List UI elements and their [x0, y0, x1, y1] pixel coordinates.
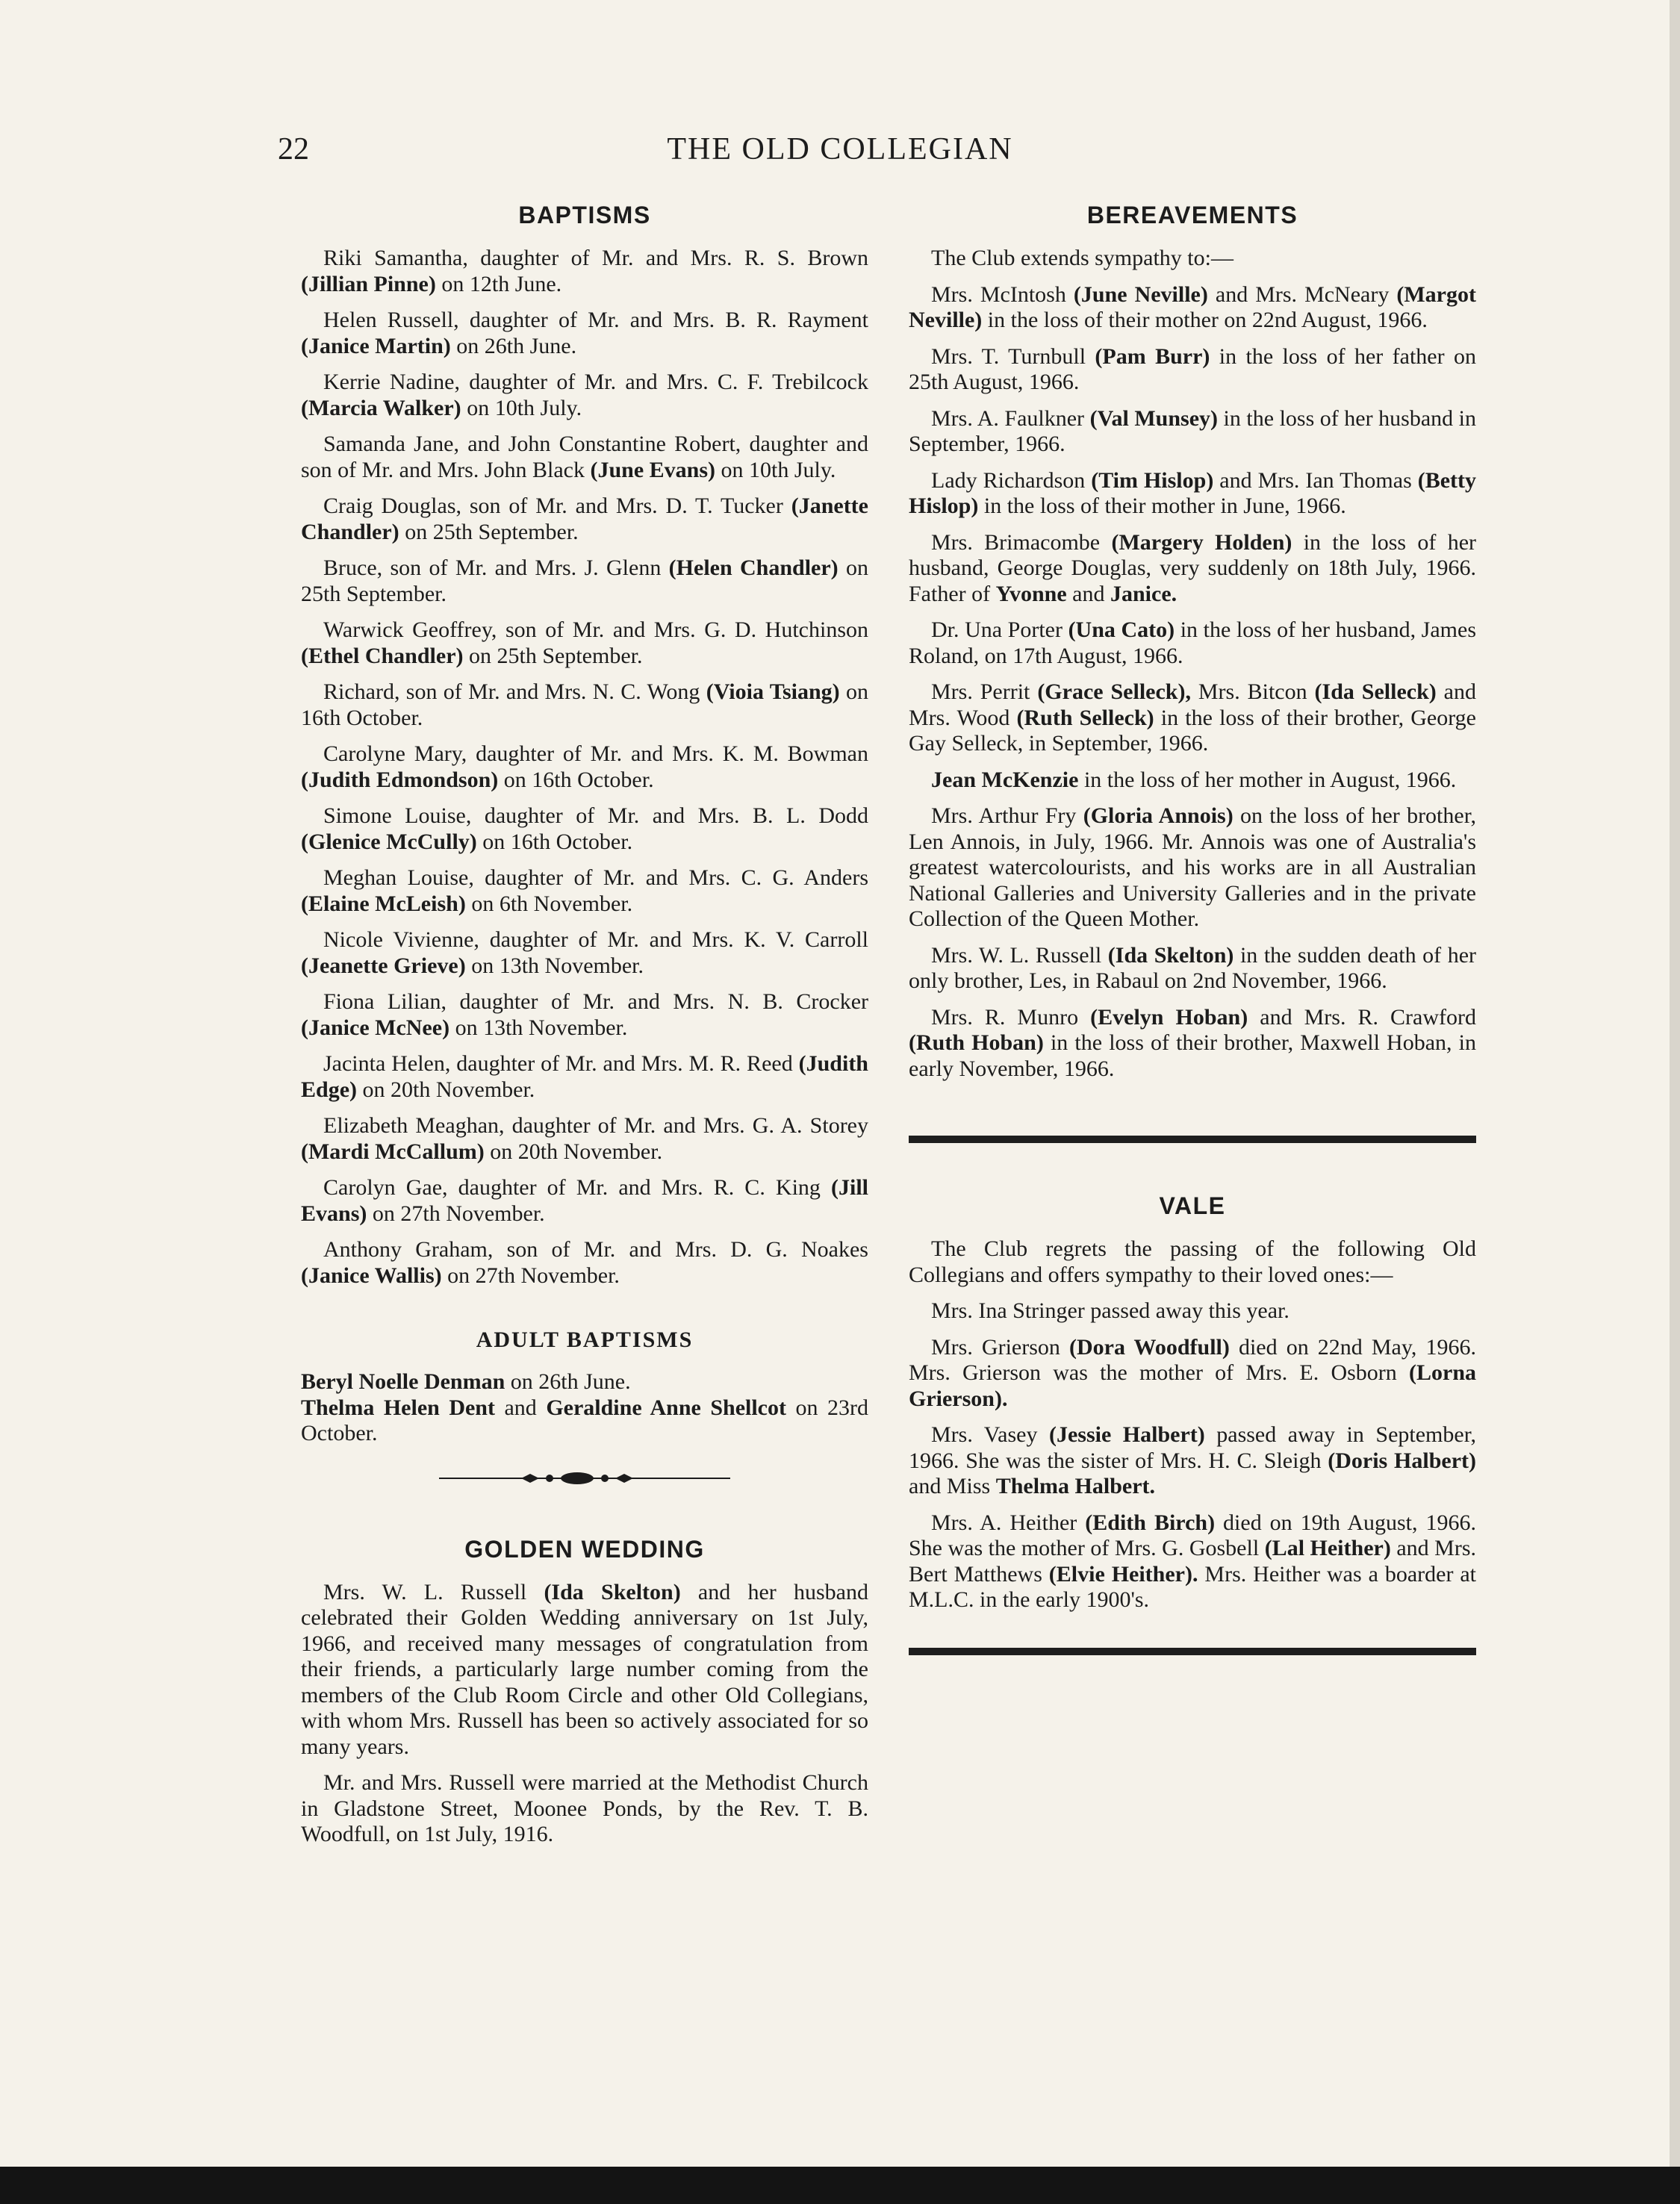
entry-paragraph: Richard, son of Mr. and Mrs. N. C. Wong (Vioia Tsiang) on 16th October.	[301, 679, 868, 730]
section-rule	[909, 1648, 1476, 1655]
entry-paragraph: Helen Russell, daughter of Mr. and Mrs. B. R. Rayment (Janice Martin) on 26th June.	[301, 308, 868, 358]
entry-paragraph: Dr. Una Porter (Una Cato) in the loss of her husband, James Roland, on 17th August, 1966.	[909, 617, 1476, 668]
running-title: THE OLD COLLEGIAN	[667, 132, 1013, 166]
scan-border	[0, 2167, 1680, 2204]
adult-baptism-entry: Thelma Helen Dent and Geraldine Anne Shellcot on 23rd October.	[301, 1395, 868, 1445]
baptisms-list	[301, 246, 868, 1289]
bereavements-intro: The Club extends sympathy to:—	[931, 246, 1233, 270]
entry-paragraph: Mrs. Grierson (Dora Woodfull) died on 22nd May, 1966. Mrs. Grierson was the mother of Mrs. E. Osborn (Lorna Grierson).	[909, 1334, 1476, 1411]
entry-paragraph: Mrs. W. L. Russell (Ida Skelton) in the sudden death of her only brother, Les, in Rabaul on 2nd November, 1966.	[909, 942, 1476, 993]
entry-paragraph: Bruce, son of Mr. and Mrs. J. Glenn (Helen Chandler) on 25th September.	[301, 555, 869, 606]
golden-wedding-heading: GOLDEN WEDDING	[464, 1535, 705, 1563]
entry-paragraph: Elizabeth Meaghan, daughter of Mr. and Mrs. G. A. Storey (Mardi McCallum) on 20th November.	[301, 1113, 868, 1164]
entry-paragraph: Warwick Geoffrey, son of Mr. and Mrs. G. D. Hutchinson (Ethel Chandler) on 25th September.	[301, 617, 868, 668]
entry-paragraph: Jacinta Helen, daughter of Mr. and Mrs. M. R. Reed (Judith Edge) on 20th November.	[301, 1051, 868, 1102]
golden-wedding-paragraph: Mrs. W. L. Russell (Ida Skelton) and her husband celebrated their Golden Wedding anniversary on 1st July, 1966, and received many messages of congratulation from their friends, a particularly large number coming from the members of the Club Room Circle and other Old Collegians, with whom Mrs. Russell has been so actively associated for so many years.	[301, 1579, 868, 1759]
golden-wedding-paragraph: Mr. and Mrs. Russell were married at the Methodist Church in Gladstone Street, Moonee Ponds, by the Rev. T. B. Woodfull, on 1st July, 1916.	[301, 1770, 868, 1846]
entry-paragraph: Fiona Lilian, daughter of Mr. and Mrs. N. B. Crocker (Janice McNee) on 13th November.	[301, 989, 868, 1040]
page-edge	[1670, 0, 1680, 2204]
entry-paragraph: Jean McKenzie in the loss of her mother in August, 1966.	[931, 767, 1457, 792]
ornament-divider	[301, 1469, 868, 1491]
entry-paragraph: Carolyne Mary, daughter of Mr. and Mrs. K. M. Bowman (Judith Edmondson) on 16th October.	[301, 741, 868, 792]
ornament-icon	[439, 1469, 730, 1487]
baptisms-heading: BAPTISMS	[518, 202, 651, 228]
adult-baptisms-heading: ADULT BAPTISMS	[476, 1327, 694, 1352]
entry-paragraph: Meghan Louise, daughter of Mr. and Mrs. C. G. Anders (Elaine McLeish) on 6th November.	[301, 865, 868, 916]
entry-paragraph: Mrs. T. Turnbull (Pam Burr) in the loss of her father on 25th August, 1966.	[909, 343, 1476, 394]
bereavements-heading: BEREAVEMENTS	[1086, 202, 1298, 228]
entry-paragraph: Mrs. Ina Stringer passed away this year.	[931, 1298, 1289, 1323]
entry-paragraph: Lady Richardson (Tim Hislop) and Mrs. Ian Thomas (Betty Hislop) in the loss of their mother in June, 1966.	[909, 467, 1477, 518]
entry-paragraph: Mrs. A. Heither (Edith Birch) died on 19th August, 1966. She was the mother of Mrs. G. Gosbell (Lal Heither) and Mrs. Bert Matthews (Elvie Heither). Mrs. Heither was a boarder at M.L.C. in the early 1900's.	[909, 1510, 1477, 1612]
entry-paragraph: Mrs. A. Faulkner (Val Munsey) in the loss of her husband in September, 1966.	[909, 405, 1476, 456]
vale-heading: VALE	[1159, 1192, 1226, 1219]
entry-paragraph: Riki Samantha, daughter of Mr. and Mrs. R. S. Brown (Jillian Pinne) on 12th June.	[301, 246, 868, 296]
entry-paragraph: Mrs. R. Munro (Evelyn Hoban) and Mrs. R. Crawford (Ruth Hoban) in the loss of their brother, Maxwell Hoban, in early November, 1966.	[909, 1004, 1477, 1081]
entry-paragraph: Mrs. Brimacombe (Margery Holden) in the loss of her husband, George Douglas, very suddenly on 18th July, 1966. Father of Yvonne and Janice.	[909, 529, 1476, 606]
section-rule	[909, 1136, 1476, 1143]
vale-list	[909, 1298, 1476, 1613]
entry-paragraph: Simone Louise, daughter of Mr. and Mrs. B. L. Dodd (Glenice McCully) on 16th October.	[301, 803, 868, 854]
entry-paragraph: Mrs. Arthur Fry (Gloria Annois) on the loss of her brother, Len Annois, in July, 1966. Mr. Annois was one of Australia's greatest watercolourists, and his works are in all Australian National Galleries and University Galleries and in the private Collection of the Queen Mother.	[909, 803, 1476, 931]
entry-paragraph: Carolyn Gae, daughter of Mr. and Mrs. R. C. King (Jill Evans) on 27th November.	[301, 1175, 868, 1226]
entry-paragraph: Kerrie Nadine, daughter of Mr. and Mrs. C. F. Trebilcock (Marcia Walker) on 10th July.	[301, 370, 868, 420]
entry-paragraph: Mrs. Perrit (Grace Selleck), Mrs. Bitcon (Ida Selleck) and Mrs. Wood (Ruth Selleck) in the loss of their brother, George Gay Selleck, in September, 1966.	[909, 679, 1476, 756]
entry-paragraph: Nicole Vivienne, daughter of Mr. and Mrs. K. V. Carroll (Jeanette Grieve) on 13th November.	[301, 927, 868, 978]
vale-intro: The Club regrets the passing of the following Old Collegians and offers sympathy to their loved ones:—	[909, 1236, 1476, 1287]
entry-paragraph: Anthony Graham, son of Mr. and Mrs. D. G. Noakes (Janice Wallis) on 27th November.	[301, 1237, 868, 1288]
page-number: 22	[278, 132, 309, 166]
adult-baptism-entry: Beryl Noelle Denman on 26th June.	[301, 1369, 631, 1394]
entry-paragraph: Craig Douglas, son of Mr. and Mrs. D. T. Tucker (Janette Chandler) on 25th September.	[301, 494, 868, 544]
entry-paragraph: Samanda Jane, and John Constantine Robert, daughter and son of Mr. and Mrs. John Black (June Evans) on 10th July.	[301, 432, 868, 482]
bereavements-list	[909, 282, 1476, 1083]
entry-paragraph: Mrs. McIntosh (June Neville) and Mrs. McNeary (Margot Neville) in the loss of their mother on 22nd August, 1966.	[909, 281, 1476, 332]
entry-paragraph: Mrs. Vasey (Jessie Halbert) passed away in September, 1966. She was the sister of Mrs. H. C. Sleigh (Doris Halbert) and Miss Thelma Halbert.	[909, 1422, 1476, 1498]
right-column	[909, 202, 1476, 1655]
left-column	[301, 202, 868, 1858]
